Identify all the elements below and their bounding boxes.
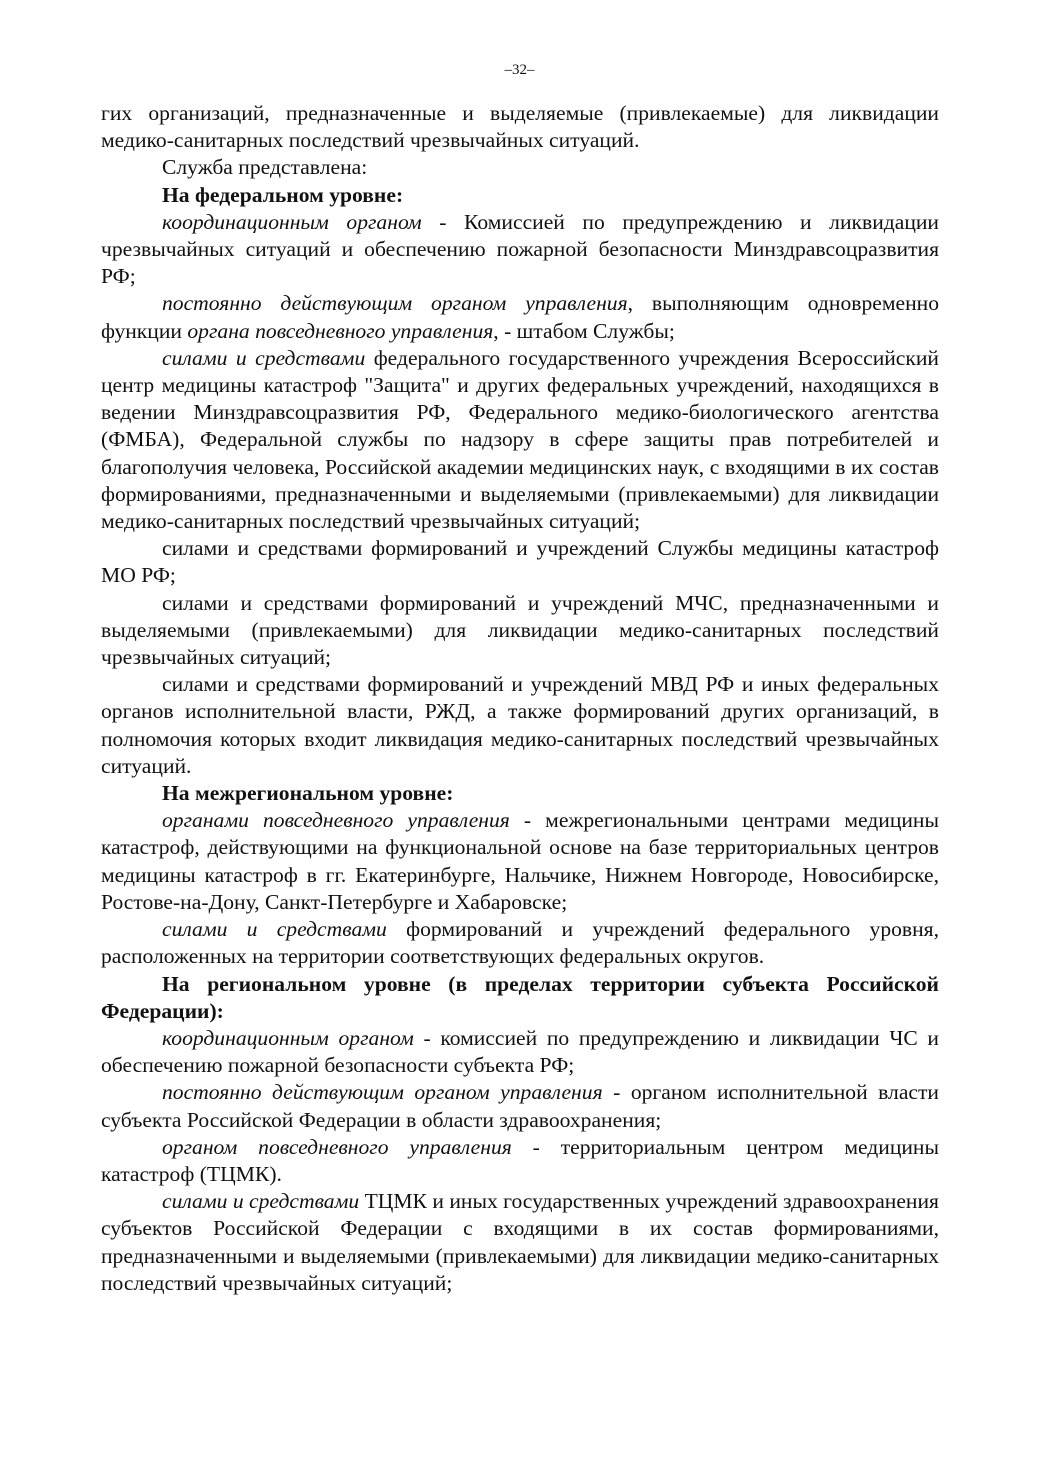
paragraph	[101, 1188, 939, 1297]
paragraph	[101, 1134, 939, 1188]
text-segment: силами и средствами формирований и учреждений МВД РФ и иных федеральных органов исполнительной власти, РЖД, а также формирований других организаций, в полномочия которых входит ликвидация медико-санитарных последствий чрезвычайных ситуаций.	[101, 672, 939, 778]
text-segment: Служба представлена:	[162, 155, 368, 180]
text-segment: гих организаций, предназначенные и выделяемые (привлекаемые) для ликвидации медико-санитарных последствий чрезвычайных ситуаций.	[101, 101, 939, 153]
paragraph	[101, 671, 939, 780]
text-segment: федерального государственного учреждения Всероссийский центр медицины катастроф "Защита" и других федеральных учреждений, находящихся в ведении Минздравсоцразвития РФ, Федерального медико-биологического агентства (ФМБА), Федеральной службы по надзору в сфере защиты прав потребителей и благополучия человека, Российской академии медицинских наук, с входящими в их состав формированиями, предназначенными и выделяемыми (привлекаемыми) для ликвидации медико-санитарных последствий чрезвычайных ситуаций;	[101, 345, 939, 534]
italic-term: силами и средствами	[162, 917, 387, 942]
page-number: –32–	[504, 62, 535, 78]
text-segment: - Комиссией по предупреждению и ликвидации чрезвычайных ситуаций и обеспечению пожарной безопасности Минздравсоцразвития РФ;	[101, 209, 939, 289]
paragraph	[101, 209, 939, 291]
paragraph	[101, 807, 939, 916]
text-segment: - территориальным центром медицины катастроф (ТЦМК).	[101, 1134, 939, 1186]
italic-term: органом повседневного управления	[162, 1134, 512, 1159]
text-segment: формирований и учреждений федерального уровня, расположенных на территории соответствующих федеральных округов.	[101, 917, 939, 969]
text-segment: силами и средствами формирований и учреждений МЧС, предназначенными и выделяемыми (привлекаемыми) для ликвидации медико-санитарных последствий чрезвычайных ситуаций;	[101, 590, 939, 670]
paragraph	[101, 345, 939, 535]
italic-term: силами и средствами	[162, 1189, 360, 1214]
paragraph	[101, 1025, 939, 1079]
text-segment: силами и средствами формирований и учреждений Службы медицины катастроф МО РФ;	[101, 536, 939, 588]
text-segment: На межрегиональном уровне:	[162, 781, 454, 806]
body-text	[101, 100, 939, 1297]
paragraph	[101, 916, 939, 970]
italic-term: постоянно действующим органом управления	[162, 291, 628, 316]
paragraph	[101, 154, 939, 181]
section-heading	[101, 971, 939, 1025]
text-segment: На федеральном уровне:	[162, 182, 404, 207]
text-segment: - органом исполнительной власти субъекта Российской Федерации в области здравоохранения;	[101, 1080, 939, 1132]
italic-term: органами повседневного управления	[162, 808, 510, 833]
text-segment: - комиссией по предупреждению и ликвидации ЧС и обеспечению пожарной безопасности субъекта РФ;	[101, 1025, 939, 1078]
text-segment: , выполняющим одновременно функции	[101, 291, 939, 343]
paragraph	[101, 535, 939, 589]
italic-term: постоянно действующим органом управления	[162, 1080, 603, 1105]
italic-term: силами и средствами	[162, 345, 366, 370]
text-segment: , - штабом Службы;	[493, 318, 675, 343]
text-segment: На региональном уровне (в пределах территории субъекта Российской Федерации):	[101, 971, 939, 1023]
paragraph	[101, 1079, 939, 1133]
section-heading	[101, 780, 939, 807]
text-segment: - межрегиональными центрами медицины катастроф, действующими на функциональной основе на базе территориальных центров медицины катастроф в гг. Екатеринбурге, Нальчике, Нижнем Новгороде, Новосибирске, Ростове-на-Дону, Санкт-Петербурге и Хабаровске;	[101, 808, 939, 914]
paragraph	[101, 590, 939, 672]
paragraph	[101, 100, 939, 154]
paragraph	[101, 290, 939, 344]
section-heading	[101, 182, 939, 209]
italic-term: органа повседневного управления	[187, 318, 494, 343]
italic-term: координационным органом	[162, 209, 422, 234]
italic-term: координационным органом	[162, 1025, 414, 1050]
text-segment: ТЦМК и иных государственных учреждений здравоохранения субъектов Российской Федерации с входящими в их состав формированиями, предназначенными и выделяемыми (привлекаемыми) для ликвидации медико-санитарных последствий чрезвычайных ситуаций;	[101, 1189, 939, 1295]
